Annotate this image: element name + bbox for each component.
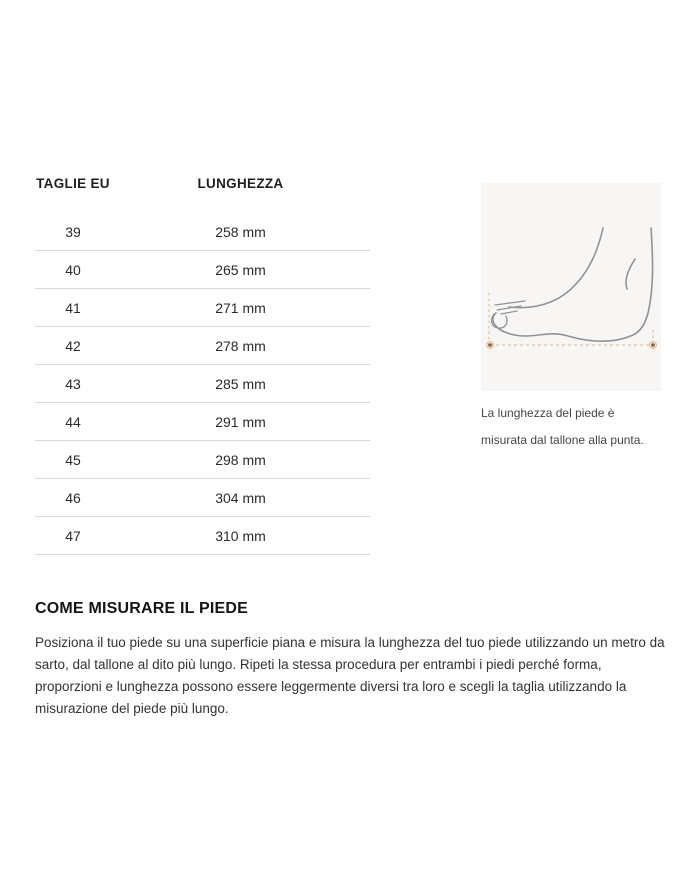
how-to-measure-title: COME MISURARE IL PIEDE (35, 600, 249, 617)
how-to-measure-text: Posiziona il tuo piede su una superficie piana e misura la lunghezza del tuo piede utilizzando un metro da sarto, dal tallone al dito più lungo. Ripeti la stessa procedura per entrambi i piedi perché forma, proporzioni e lunghezza possono essere leggermente diversi tra loro e scegli la taglia utilizzando la misurazione del piede più lungo. (35, 635, 665, 716)
size-table-body (35, 213, 370, 555)
illustration-caption (481, 400, 661, 454)
table-row (35, 365, 370, 403)
cell-length: 265 mm (215, 261, 266, 278)
table-row (35, 213, 370, 251)
cell-size: 41 (65, 299, 81, 316)
table-row (35, 327, 370, 365)
illustration-caption-line1: La lunghezza del piede è (481, 406, 615, 420)
column-header-lunghezza: LUNGHEZZA (197, 176, 284, 191)
cell-size: 45 (65, 451, 81, 468)
cell-size: 47 (65, 527, 81, 544)
table-row (35, 403, 370, 441)
cell-length: 291 mm (215, 413, 266, 430)
column-header-taglie-eu: TAGLIE EU (36, 176, 110, 191)
size-table (35, 176, 370, 555)
table-row (35, 517, 370, 555)
cell-size: 46 (65, 489, 81, 506)
table-row (35, 441, 370, 479)
foot-illustration-panel (481, 183, 661, 454)
cell-length: 258 mm (215, 223, 266, 240)
cell-length: 298 mm (215, 451, 266, 468)
cell-size: 40 (65, 261, 81, 278)
cell-size: 44 (65, 413, 81, 430)
cell-length: 278 mm (215, 337, 266, 354)
cell-size: 39 (65, 223, 81, 240)
cell-length: 304 mm (215, 489, 266, 506)
cell-length: 271 mm (215, 299, 266, 316)
cell-length: 285 mm (215, 375, 266, 392)
cell-size: 43 (65, 375, 81, 392)
cell-size: 42 (65, 337, 81, 354)
foot-measurement-illustration (481, 183, 661, 391)
illustration-caption-line2: misurata dal tallone alla punta. (481, 433, 644, 447)
table-row (35, 289, 370, 327)
table-row (35, 251, 370, 289)
foot-illustration-box (481, 183, 661, 391)
how-to-measure-section (35, 599, 667, 720)
size-table-header (35, 176, 370, 191)
table-row (35, 479, 370, 517)
cell-length: 310 mm (215, 527, 266, 544)
